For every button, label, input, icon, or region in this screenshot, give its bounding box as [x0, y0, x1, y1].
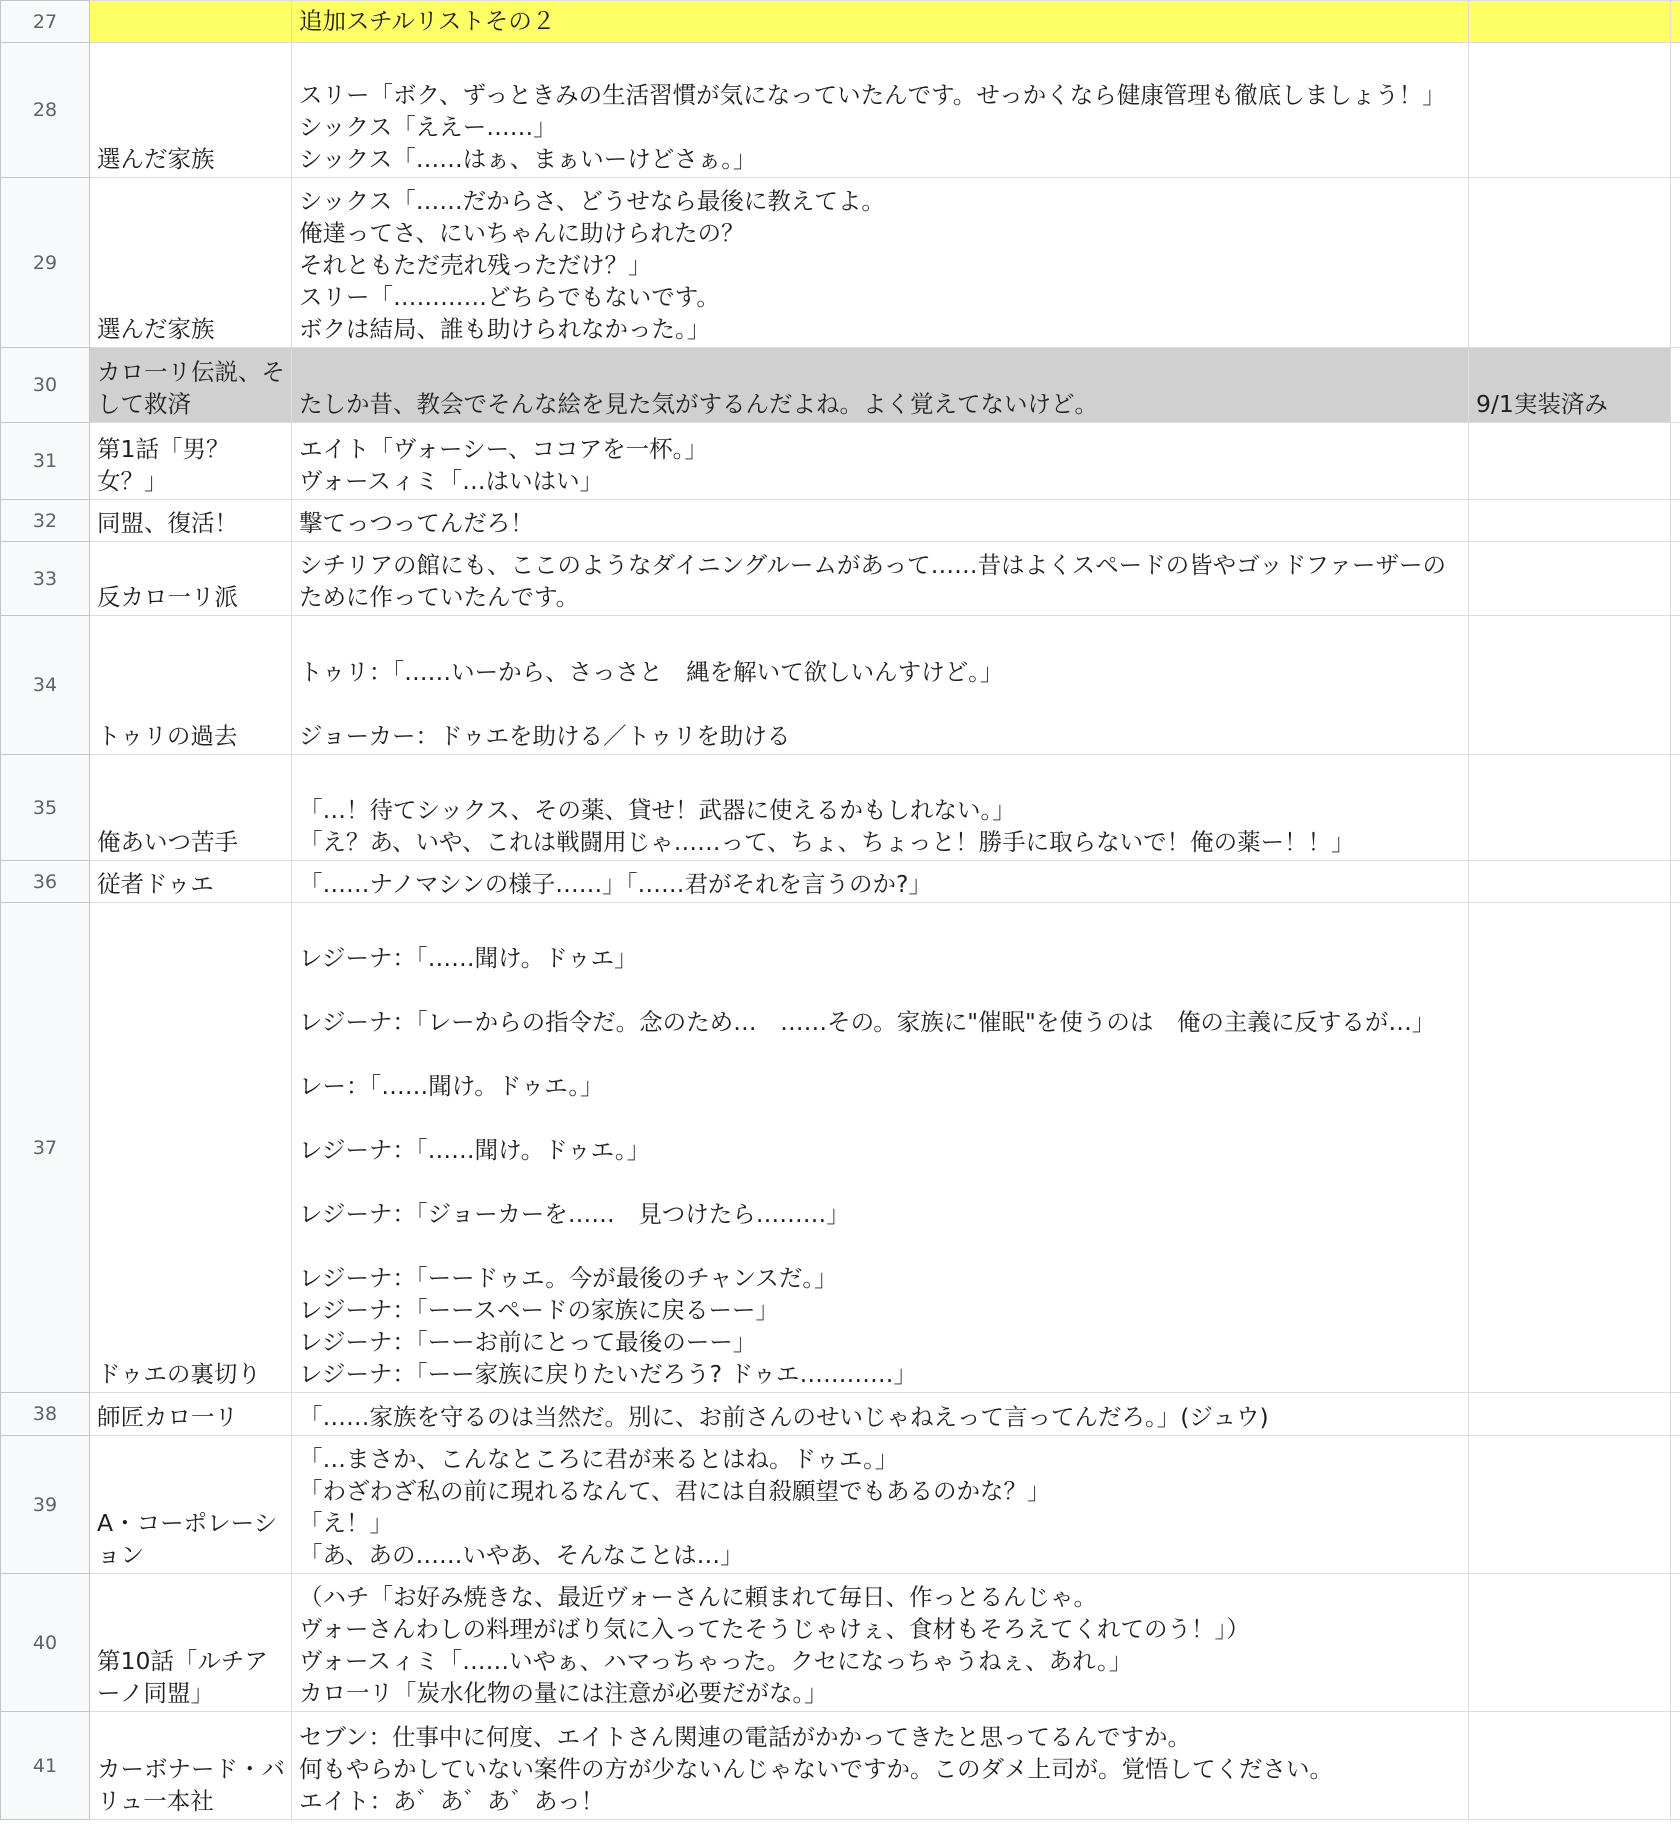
cell-title[interactable]: 師匠カロ一リ — [90, 1393, 292, 1436]
cell-status[interactable] — [1469, 500, 1671, 542]
row-header[interactable]: 35 — [1, 755, 90, 861]
cell-title[interactable]: ドゥエの裏切り — [90, 903, 292, 1393]
row-32 — [1, 500, 1680, 542]
cell-extra[interactable] — [1671, 755, 1680, 861]
cell-status[interactable] — [1469, 1574, 1671, 1712]
row-33 — [1, 542, 1680, 616]
cell-title[interactable]: 反カロ一リ派 — [90, 542, 292, 616]
row-29 — [1, 178, 1680, 348]
cell-title[interactable]: 選んだ家族 — [90, 178, 292, 348]
cell-title[interactable]: 従者ドゥエ — [90, 861, 292, 903]
row-36 — [1, 861, 1680, 903]
cell-title[interactable]: 同盟、復活！ — [90, 500, 292, 542]
cell-status[interactable] — [1469, 755, 1671, 861]
row-34 — [1, 616, 1680, 755]
row-header[interactable]: 39 — [1, 1436, 90, 1574]
cell-extra[interactable] — [1671, 542, 1680, 616]
cell-text[interactable]: たしか昔、教会でそんな絵を見た気がするんだよね。よく覚えてないけど。 — [292, 348, 1469, 423]
cell-status[interactable] — [1469, 542, 1671, 616]
cell-extra[interactable] — [1671, 903, 1680, 1393]
cell-extra[interactable] — [1671, 1, 1680, 43]
cell-status[interactable] — [1469, 43, 1671, 178]
cell-text[interactable]: 撃てっつってんだろ！ — [292, 500, 1469, 542]
row-header[interactable]: 28 — [1, 43, 90, 178]
cell-title[interactable]: カロ一リ伝説、そして救済 — [90, 348, 292, 423]
row-38 — [1, 1393, 1680, 1436]
cell-status[interactable] — [1469, 861, 1671, 903]
cell-title[interactable]: A・コーポレーション — [90, 1436, 292, 1574]
cell-text[interactable]: シチリアの館にも、ここのようなダイニングルームがあって……昔はよくスペードの皆やゴッドファーザーのために作っていたんです。 — [292, 542, 1469, 616]
cell-text[interactable]: 「……ナノマシンの様子……」「……君がそれを言うのか?」 — [292, 861, 1469, 903]
cell-status[interactable] — [1469, 1436, 1671, 1574]
cell-status[interactable] — [1469, 1393, 1671, 1436]
cell-text[interactable]: エイト「ヴォーシー、ココアを一杯。」 ヴォースィミ「…はいはい」 — [292, 423, 1469, 500]
row-31 — [1, 423, 1680, 500]
row-35 — [1, 755, 1680, 861]
row-header[interactable]: 36 — [1, 861, 90, 903]
cell-extra[interactable] — [1671, 1436, 1680, 1574]
cell-title[interactable]: 第1話「男？女？」 — [90, 423, 292, 500]
cell-title[interactable] — [90, 1, 292, 43]
cell-text[interactable]: 追加スチルリストその２ — [292, 1, 1469, 43]
cell-text[interactable]: スリー「ボク、ずっときみの生活習慣が気になっていたんです。せっかくなら健康管理も徹底しましょう！」 シックス「ええー……」 シックス「……はぁ、まぁいーけどさぁ。」 — [292, 43, 1469, 178]
row-37 — [1, 903, 1680, 1393]
cell-extra[interactable] — [1671, 616, 1680, 755]
cell-text[interactable]: 「…！待てシックス、その薬、貸せ！武器に使えるかもしれない。」 「え？あ、いや、これは戦闘用じゃ……って、ちょ、ちょっと！勝手に取らないで！俺の薬ー！！」 — [292, 755, 1469, 861]
row-header[interactable]: 37 — [1, 903, 90, 1393]
cell-title[interactable]: トゥリの過去 — [90, 616, 292, 755]
cell-text[interactable]: レジーナ：「……聞け。ドゥエ」 レジーナ：「レーからの指令だ。念のため… ……その。家族に"催眠"を使うのは 俺の主義に反するが…」 レー：「……聞け。ドゥエ。」 レジーナ：「……聞け。ドゥエ。」 レジーナ：「ジョーカーを…… 見つけたら………」 レジーナ：「ーードゥエ。今が最後のチャンスだ。」 レジーナ：「ーースペードの家族に戻るーー」 レジーナ：「ーーお前にとって最後のーー」 レジーナ：「ーー家族に戻りたいだろう? ドゥエ…………」 — [292, 903, 1469, 1393]
cell-extra[interactable] — [1671, 1712, 1680, 1820]
cell-extra[interactable] — [1671, 861, 1680, 903]
row-header[interactable]: 27 — [1, 1, 90, 43]
row-header[interactable]: 31 — [1, 423, 90, 500]
cell-title[interactable]: 第10話「ルチアーノ同盟」 — [90, 1574, 292, 1712]
cell-text[interactable]: シックス「……だからさ、どうせなら最後に教えてよ。 俺達ってさ、にいちゃんに助けられたの？ それともただ売れ残っただけ？」 スリー「…………どちらでもないです。 ボクは結局、誰も助けられなかった。」 — [292, 178, 1469, 348]
cell-title[interactable]: 俺あいつ苦手 — [90, 755, 292, 861]
cell-status[interactable] — [1469, 1, 1671, 43]
cell-extra[interactable] — [1671, 423, 1680, 500]
cell-status[interactable] — [1469, 423, 1671, 500]
cell-status[interactable] — [1469, 616, 1671, 755]
cell-extra[interactable] — [1671, 1574, 1680, 1712]
cell-text[interactable]: トゥリ：「……いーから、さっさと 縄を解いて欲しいんすけど。」 ジョーカー：ドゥエを助ける／トゥリを助ける — [292, 616, 1469, 755]
row-28 — [1, 43, 1680, 178]
row-header[interactable]: 33 — [1, 542, 90, 616]
row-40 — [1, 1574, 1680, 1712]
row-header[interactable]: 41 — [1, 1712, 90, 1820]
cell-title[interactable]: カーボナード・バリュ一本社 — [90, 1712, 292, 1820]
cell-text[interactable]: セブン：仕事中に何度、エイトさん関連の電話がかかってきたと思ってるんですか。 何もやらかしていない案件の方が少ないんじゃないですか。このダメ上司が。覚悟してください。 エイト：あ゛あ゛あ゛あっ！ — [292, 1712, 1469, 1820]
cell-text[interactable]: （ハチ「お好み焼きな、最近ヴォーさんに頼まれて毎日、作っとるんじゃ。 ヴォーさんわしの料理がばり気に入ってたそうじゃけぇ、食材もそろえてくれてのう！」） ヴォースィミ「……いやぁ、ハマっちゃった。クセになっちゃうねぇ、あれ。」 カロ一リ「炭水化物の量には注意が必要だがな。」 — [292, 1574, 1469, 1712]
cell-status[interactable] — [1469, 178, 1671, 348]
cell-status[interactable] — [1469, 1712, 1671, 1820]
row-header[interactable]: 40 — [1, 1574, 90, 1712]
row-header[interactable]: 34 — [1, 616, 90, 755]
row-header[interactable]: 38 — [1, 1393, 90, 1436]
cell-extra[interactable] — [1671, 500, 1680, 542]
row-39 — [1, 1436, 1680, 1574]
row-header[interactable]: 30 — [1, 348, 90, 423]
row-27 — [1, 1, 1680, 43]
row-30 — [1, 348, 1680, 423]
cell-status[interactable] — [1469, 903, 1671, 1393]
row-header[interactable]: 29 — [1, 178, 90, 348]
row-header[interactable]: 32 — [1, 500, 90, 542]
row-41 — [1, 1712, 1680, 1820]
cell-extra[interactable] — [1671, 348, 1680, 423]
cell-extra[interactable] — [1671, 1393, 1680, 1436]
cell-status[interactable]: 9/1実装済み — [1469, 348, 1671, 423]
cell-text[interactable]: 「…まさか、こんなところに君が来るとはね。ドゥエ。」 「わざわざ私の前に現れるなんて、君には自殺願望でもあるのかな？」 「え！」 「あ、あの……いやあ、そんなことは…」 — [292, 1436, 1469, 1574]
cell-extra[interactable] — [1671, 178, 1680, 348]
cell-text[interactable]: 「……家族を守るのは当然だ。別に、お前さんのせいじゃねえって言ってんだろ。」(ジュウ) — [292, 1393, 1469, 1436]
cell-extra[interactable] — [1671, 43, 1680, 178]
cell-title[interactable]: 選んだ家族 — [90, 43, 292, 178]
